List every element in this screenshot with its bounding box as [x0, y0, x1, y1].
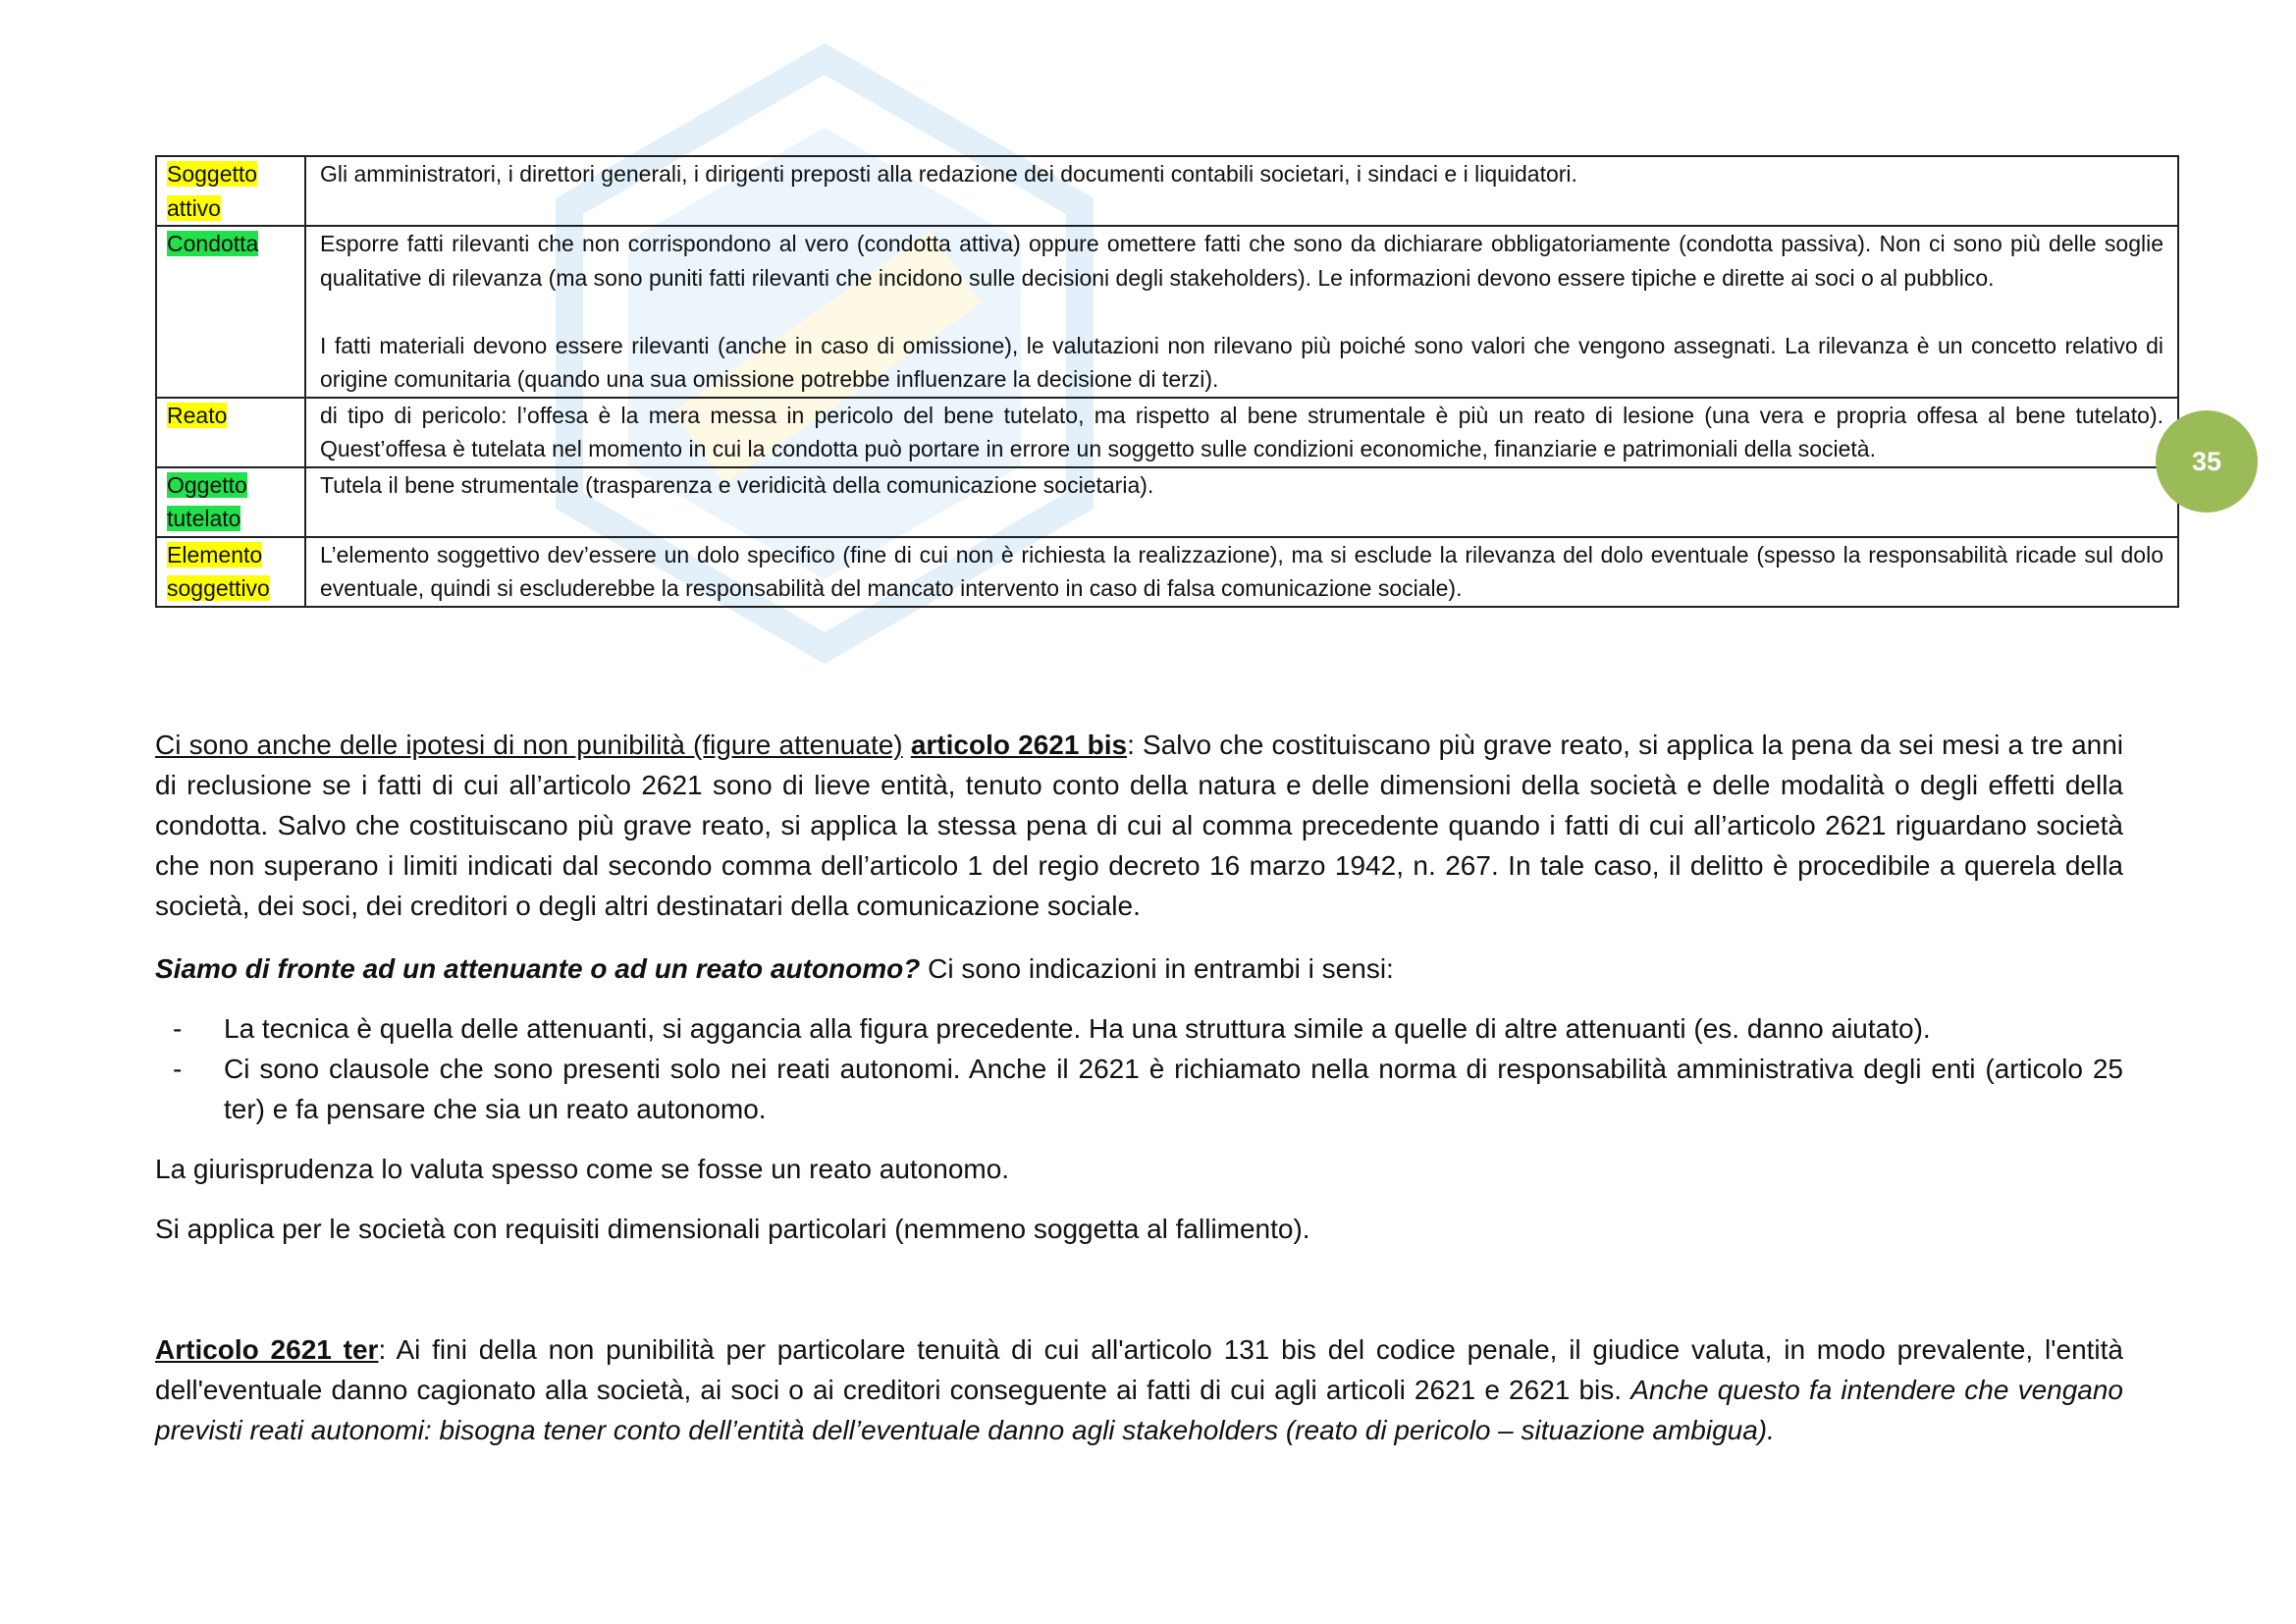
list-item: - Ci sono clausole che sono presenti solo nei reati autonomi. Anche il 2621 è richiamato nella norma di responsabilità amministrativa degli enti (articolo 25 ter) e fa pensare che sia un reato autonomo.: [155, 1049, 2123, 1129]
row-text: di tipo di pericolo: l’offesa è la mera messa in pericolo del bene tutelato, ma rispetto al bene strumentale è più un reato di lesione (una vera e propria offesa al bene tutelato). Quest’offesa è tutelata nel momento in cui la condotta può portare in errore un soggetto sulle condizioni economiche, finanziarie e patrimoniali della società.: [320, 402, 2163, 461]
paragraph-text: : Ai fini della non punibilità per particolare tenuità di cui all'articolo 131 bis del codice penale, il giudice valuta, in modo prevalente, l'entità dell'eventuale danno cagionato alla società, ai soci o ai creditori conseguente ai fatti di cui agli articoli 2621 e 2621 bis.: [155, 1334, 2124, 1405]
list-item: - La tecnica è quella delle attenuanti, si aggancia alla figura precedente. Ha una struttura simile a quelle di altre attenuanti (es. danno aiutato).: [155, 1008, 2123, 1049]
page-number-badge: 35: [2156, 410, 2258, 513]
italic-comment: Anche questo fa intendere che vengano previsti reati autonomi: bisogna tener conto dell’entità dell’eventuale danno agli stakeholders (reato di pericolo – situazione ambigua).: [155, 1375, 2124, 1445]
table-row: [156, 156, 2178, 226]
paragraph-text: Ci sono indicazioni in entrambi i sensi:: [920, 953, 1394, 984]
row-text: Gli amministratori, i direttori generali, i dirigenti preposti alla redazione dei documenti contabili societari, i sindaci e i liquidatori.: [320, 161, 1577, 187]
article-2621-ter-ref: Articolo 2621 ter: [155, 1334, 379, 1365]
paragraph-2621-bis: [155, 725, 2123, 926]
row-text: Tutela il bene strumentale (trasparenza e veridicità della comunicazione societaria).: [320, 471, 1154, 498]
crime-elements-table: [155, 155, 2179, 608]
row-text: L’elemento soggettivo dev’essere un dolo specifico (fine di cui non è richiesta la realizzazione), ma si esclude la rilevanza del dolo eventuale (spesso la responsabilità ricade sul dolo eventuale, quindi si escluderebbe la responsabilità del mancato intervento in caso di falsa comunicazione sociale).: [320, 541, 2163, 601]
row-label-elemento-soggettivo: Elemento soggettivo: [167, 541, 270, 601]
paragraph-text: : Salvo che costituiscano più grave reato, si applica la pena da sei mesi a tre anni di reclusione se i fatti di cui all’articolo 2621 sono di lieve entità, tenuto conto della natura e delle dimensioni della società e delle modalità o degli effetti della condotta. Salvo che costituiscano più grave reato, si applica la stessa pena di cui al comma precedente quando i fatti di cui all’articolo 2621 riguardano società che non superano i limiti indicati dal secondo comma dell’articolo 1 del regio decreto 16 marzo 1942, n. 267. In tale caso, il delitto è procedibile a querela della società, dei soci, dei creditori o degli altri destinatari della comunicazione sociale.: [155, 730, 2124, 921]
bullet-list: [155, 1008, 2123, 1129]
paragraph-giurisprudenza: [155, 1149, 2123, 1189]
paragraph-text: Si applica per le società con requisiti dimensionali particolari (nemmeno soggetta al fallimento).: [155, 1214, 1310, 1244]
paragraph-2621-ter: [155, 1329, 2123, 1450]
question-heading: Siamo di fronte ad un attenuante o ad un reato autonomo?: [155, 953, 921, 984]
paragraph-question: [155, 948, 2123, 989]
row-label-soggetto-attivo: Soggetto attivo: [167, 161, 258, 221]
row-text: I fatti materiali devono essere rilevanti (anche in caso di omissione), le valutazioni non rilevano più poiché sono valori che vengono assegnati. La rilevanza è un concetto relativo di origine comunitaria (quando una sua omissione potrebbe influenzare la decisione di terzi).: [320, 332, 2163, 392]
row-label-condotta: Condotta: [167, 231, 259, 256]
paragraph-requisiti: [155, 1209, 2123, 1249]
row-label-reato: Reato: [167, 402, 228, 428]
article-2621-bis-ref: articolo 2621 bis: [910, 730, 1128, 760]
underlined-intro: Ci sono anche delle ipotesi di non punibilità (figure attenuate): [155, 730, 903, 760]
table-row: [156, 226, 2178, 398]
row-text: Esporre fatti rilevanti che non corrispondono al vero (condotta attiva) oppure omettere fatti che sono da dichiarare obbligatoriamente (condotta passiva). Non ci sono più delle soglie qualitative di rilevanza (ma sono puniti fatti rilevanti che incidono sulle decisioni degli stakeholders). Le informazioni devono essere tipiche e dirette ai soci o al pubblico.: [320, 231, 2163, 291]
table-row: [156, 537, 2178, 607]
paragraph-text: La giurisprudenza lo valuta spesso come se fosse un reato autonomo.: [155, 1154, 1010, 1184]
table-row: [156, 467, 2178, 537]
table-row: [156, 398, 2178, 467]
row-label-oggetto-tutelato: Oggetto tutelato: [167, 471, 247, 531]
